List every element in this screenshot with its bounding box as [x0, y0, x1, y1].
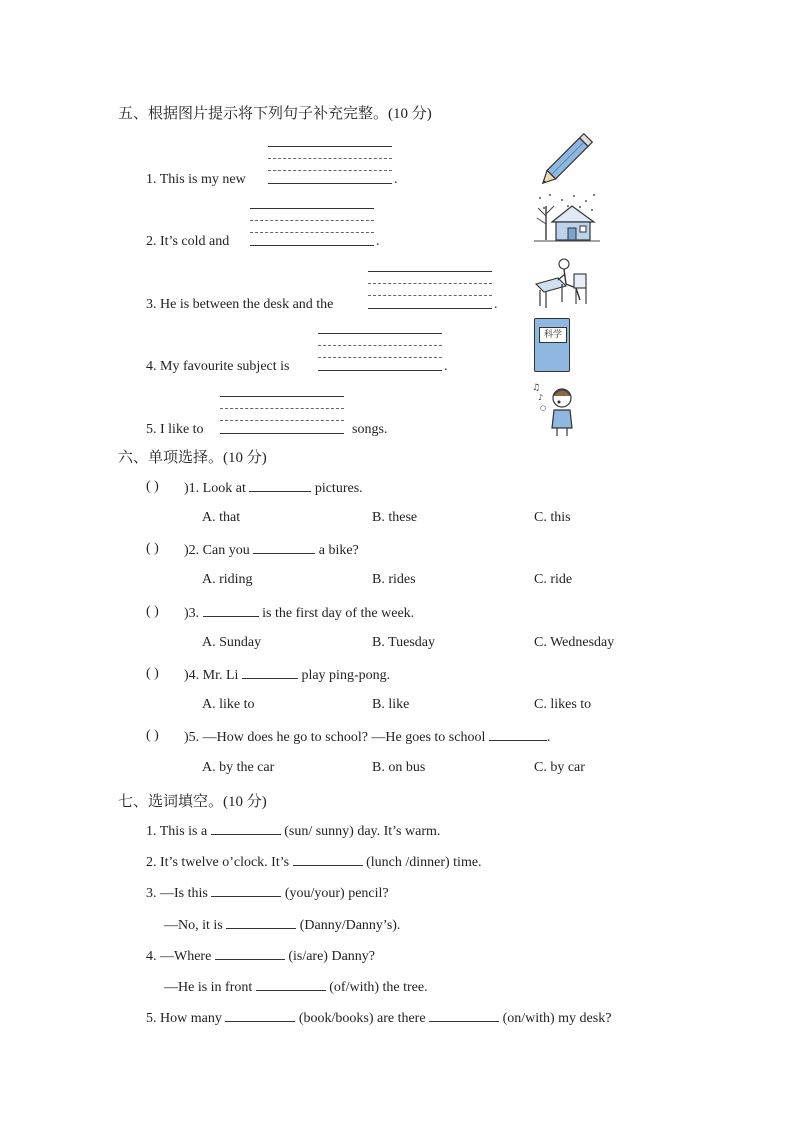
svg-text:♪: ♪: [538, 393, 544, 402]
s7-line7-blank1[interactable]: [225, 1009, 295, 1022]
s6-q1-paren[interactable]: ( ): [146, 479, 159, 494]
s7-line7-after: (on/with) my desk?: [502, 1011, 612, 1026]
s6-q2-option-a[interactable]: A. riding: [202, 572, 253, 587]
pencil-icon: [536, 126, 602, 188]
s7-line5-blank[interactable]: [215, 947, 285, 960]
s7-line7-before: 5. How many: [146, 1011, 222, 1026]
s6-q3-option-c[interactable]: C. Wednesday: [534, 635, 615, 650]
s6-q2-before: 2. Can you: [188, 543, 250, 558]
section7-title: 七、选词填空。(10 分): [118, 794, 267, 810]
s7-line6-after: (of/with) the tree.: [329, 980, 428, 995]
s6-q4-before: 4. Mr. Li: [188, 668, 239, 683]
s7-line4: [164, 916, 400, 934]
s6-q5-option-c[interactable]: C. by car: [534, 760, 585, 775]
s6-q4-blank[interactable]: [242, 666, 298, 679]
section6-title: 六、单项选择。(10 分): [118, 450, 267, 466]
s5-item5-writing-lines[interactable]: [220, 396, 344, 436]
s7-line1-blank[interactable]: [211, 822, 281, 835]
s5-item2-writing-lines[interactable]: [250, 208, 374, 248]
s5-item1-suffix: .: [394, 172, 398, 187]
s6-q4-option-c[interactable]: C. likes to: [534, 697, 592, 712]
snowy-house-icon: [534, 192, 600, 244]
s7-line5-after: (is/are) Danny?: [288, 949, 375, 964]
s7-line7-middle: (book/books) are there: [298, 1011, 426, 1026]
s6-q4-stem: )4. Mr. Li play ping-pong.: [184, 668, 391, 683]
s5-item1-prefix: 1. This is my new: [146, 172, 246, 187]
s6-q2-stem: )2. Can you a bike?: [184, 543, 359, 558]
s6-q5-before: 5. —How does he go to school? —He goes to school: [188, 730, 486, 745]
book-cover-label: 科学: [539, 327, 567, 343]
s6-q3-before: 3.: [188, 606, 200, 621]
s6-q5-option-a[interactable]: A. by the car: [202, 760, 275, 775]
s7-line3-after: (you/your) pencil?: [284, 886, 389, 901]
s7-line3: [146, 884, 389, 902]
s6-q5-blank[interactable]: [489, 728, 547, 741]
s5-item4-prefix: 4. My favourite subject is: [146, 359, 290, 374]
s6-q2-paren[interactable]: ( ): [146, 541, 159, 556]
s6-q1-blank[interactable]: [249, 479, 311, 492]
s6-q3-after: is the first day of the week.: [262, 606, 415, 621]
s7-line6-before: —He is in front: [164, 980, 253, 995]
s7-line4-blank[interactable]: [226, 916, 296, 929]
s7-line3-blank[interactable]: [211, 884, 281, 897]
s6-q1-option-a[interactable]: A. that: [202, 510, 241, 525]
s7-line6: [164, 978, 428, 996]
s7-line3-before: 3. —Is this: [146, 886, 208, 901]
s5-item4-writing-lines[interactable]: [318, 333, 442, 373]
s6-q1-option-b[interactable]: B. these: [372, 510, 418, 525]
s6-q4-after: play ping-pong.: [301, 668, 391, 683]
s5-item5-suffix: songs.: [352, 422, 388, 437]
s6-q3-option-a[interactable]: A. Sunday: [202, 635, 262, 650]
s7-line2-before: 2. It’s twelve o’clock. It’s: [146, 855, 290, 870]
s7-line4-after: (Danny/Danny’s).: [299, 918, 401, 933]
s7-line1-before: 1. This is a: [146, 824, 208, 839]
s6-q3-paren[interactable]: ( ): [146, 604, 159, 619]
s6-q4-paren[interactable]: ( ): [146, 666, 159, 681]
s5-item2-suffix: .: [376, 234, 380, 249]
s5-item2-prefix: 2. It’s cold and: [146, 234, 230, 249]
s7-line2: [146, 853, 482, 871]
s6-q5-option-b[interactable]: B. on bus: [372, 760, 426, 775]
s6-q1-stem: )1. Look at pictures.: [184, 481, 363, 496]
s6-q5-after: .: [546, 730, 551, 745]
s7-line2-blank[interactable]: [293, 853, 363, 866]
section5-title: 五、根据图片提示将下列句子补充完整。(10 分): [118, 106, 432, 122]
s6-q4-option-a[interactable]: A. like to: [202, 697, 255, 712]
s6-q1-before: 1. Look at: [188, 481, 246, 496]
s7-line7-blank2[interactable]: [429, 1009, 499, 1022]
s6-q3-option-b[interactable]: B. Tuesday: [372, 635, 436, 650]
s7-line4-before: —No, it is: [164, 918, 223, 933]
s7-line1: [146, 822, 440, 840]
s6-q2-option-b[interactable]: B. rides: [372, 572, 416, 587]
s5-item3-suffix: .: [494, 297, 498, 312]
s6-q3-blank[interactable]: [203, 604, 259, 617]
s7-line5-before: 4. —Where: [146, 949, 212, 964]
svg-text:♫: ♫: [532, 383, 541, 393]
s6-q5-stem: )5. —How does he go to school? —He goes to school .: [184, 730, 551, 745]
s5-item3-prefix: 3. He is between the desk and the: [146, 297, 334, 312]
s6-q5-paren[interactable]: ( ): [146, 728, 159, 743]
singing-boy-icon: [530, 380, 578, 438]
s7-line5: [146, 947, 375, 965]
s6-q2-blank[interactable]: [253, 541, 315, 554]
boy-sitting-icon: [532, 254, 594, 310]
s6-q3-stem: )3. is the first day of the week.: [184, 606, 415, 621]
s7-line6-blank[interactable]: [256, 978, 326, 991]
s5-item5-prefix: 5. I like to: [146, 422, 204, 437]
s7-line2-after: (lunch /dinner) time.: [366, 855, 482, 870]
s6-q1-option-c[interactable]: C. this: [534, 510, 571, 525]
s6-q2-option-c[interactable]: C. ride: [534, 572, 573, 587]
s7-line7: [146, 1009, 611, 1027]
s5-item3-writing-lines[interactable]: [368, 271, 492, 311]
s5-item4-suffix: .: [444, 359, 448, 374]
s6-q2-after: a bike?: [318, 543, 359, 558]
svg-text:○: ○: [540, 404, 547, 412]
s6-q1-after: pictures.: [314, 481, 363, 496]
s6-q4-option-b[interactable]: B. like: [372, 697, 410, 712]
s7-line1-after: (sun/ sunny) day. It’s warm.: [284, 824, 441, 839]
s5-item1-writing-lines[interactable]: [268, 146, 392, 186]
science-book-icon: [534, 318, 570, 372]
